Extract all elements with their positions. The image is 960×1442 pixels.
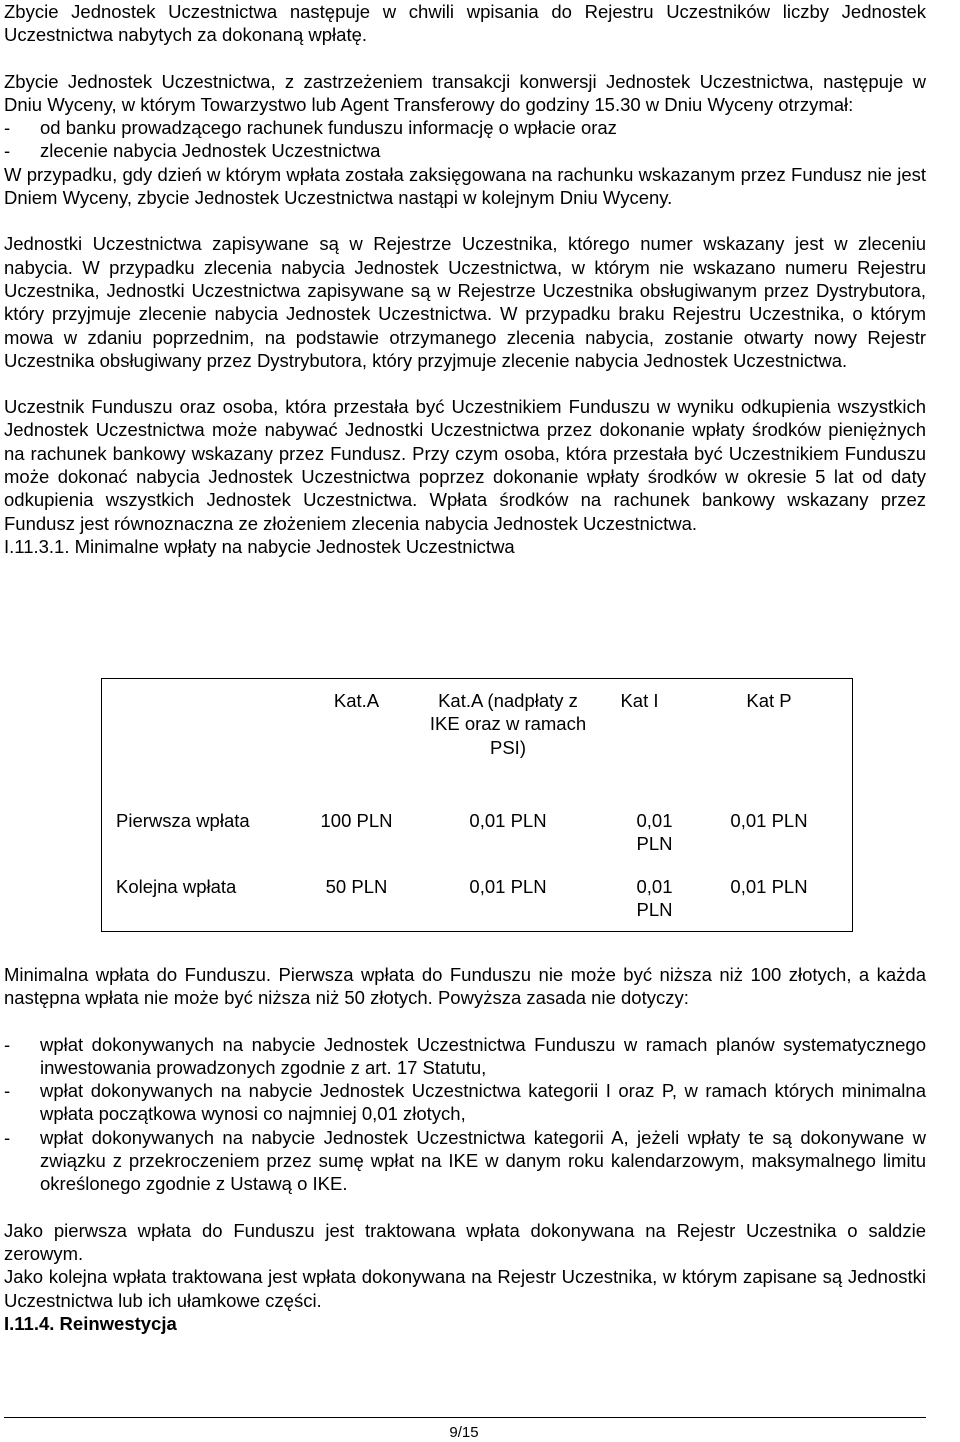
- table-header-row: [102, 679, 853, 800]
- page-number: 9/15: [449, 1424, 479, 1441]
- dash-text: zlecenie nabycia Jednostek Uczestnictwa: [40, 140, 381, 162]
- table-header-cell: [102, 679, 291, 800]
- table-row: [102, 799, 853, 871]
- table-header-cell: Kat I: [620, 690, 659, 711]
- section-heading-reinvest: I.11.4. Reinwestycja: [4, 1312, 177, 1334]
- dash-marker: -: [4, 117, 11, 139]
- paragraph-uczestnik: Uczestnik Funduszu oraz osoba, która przestała być Uczestnikiem Funduszu w wyniku odkupienia wszystkich Jednostek Uczestnictwa może nabywać Jednostki Uczestnictwa przez dokonanie wpłaty środków pieniężnych na rachunek bankowy wskazany przez Fundusz. Przy czym osoba, która przestała być Uczestnikiem Funduszu może dokonać nabycia Jednostek Uczestnictwa poprzez dokonanie wpłaty środków w okresie 5 lat od daty odkupienia wszystkich Jednostek Uczestnictwa. Wpłata środków na rachunek bankowy wskazany przez Fundusz jest równoznaczna ze złożeniem zlecenia nabycia Jednostek Uczestnictwa.: [4, 396, 926, 534]
- section-heading-min-payments: I.11.3.1. Minimalne wpłaty na nabycie Jednostek Uczestnictwa: [4, 535, 515, 557]
- dash-marker: -: [4, 1033, 11, 1055]
- list-item: [4, 1033, 926, 1080]
- min-payments-table: [101, 678, 853, 932]
- document-body: [4, 0, 926, 558]
- footer-divider: [4, 1417, 926, 1418]
- paragraph-min-payment: Minimalna wpłata do Funduszu. Pierwsza wpłata do Funduszu nie może być niższa niż 100 złotych, a każda następna wpłata nie może być niższa niż 50 złotych. Powyższa zasada nie dotyczy:: [4, 964, 926, 1009]
- table-cell: 50 PLN: [325, 876, 388, 897]
- dash-marker: -: [4, 1080, 11, 1102]
- table-header-cell: Kat.A (nadpłaty z IKE oraz w ramach PSI): [429, 690, 587, 758]
- table-cell: 0,01 PLN: [469, 876, 547, 897]
- dash-text: od banku prowadzącego rachunek funduszu informację o wpłacie oraz: [40, 117, 617, 139]
- paragraph-zbycie-moment: Zbycie Jednostek Uczestnictwa następuje w chwili wpisania do Rejestru Uczestników liczby Jednostek Uczestnictwa nabytych za dokonaną wpłatę.: [4, 1, 926, 46]
- list-item-text: wpłat dokonywanych na nabycie Jednostek Uczestnictwa kategorii I oraz P, w ramach których minimalna wpłata początkowa wynosi co najmniej 0,01 złotych,: [40, 1080, 926, 1125]
- table-cell: 0,01 PLN: [636, 810, 673, 855]
- table-header-cell: Kat P: [746, 690, 792, 711]
- table-cell: 0,01 PLN: [469, 810, 547, 831]
- list-item: [4, 1079, 926, 1126]
- table-cell: 0,01 PLN: [730, 876, 808, 897]
- list-item: [4, 1126, 926, 1196]
- paragraph-zbycie-tail: W przypadku, gdy dzień w którym wpłata została zaksięgowana na rachunku wskazanym przez Fundusz nie jest Dniem Wyceny, zbycie Jednostek Uczestnictwa nastąpi w kolejnym Dniu Wyceny.: [4, 163, 926, 209]
- paragraph-zbycie-dzien: [4, 70, 926, 210]
- paragraph-next-payment: Jako kolejna wpłata traktowana jest wpłata dokonywana na Rejestr Uczestnika, w którym zapisane są Jednostki Uczestnictwa lub ich ułamkowe części.: [4, 1266, 926, 1311]
- document-body-lower: [4, 963, 926, 1335]
- exception-list: [4, 1033, 926, 1196]
- table-row-label: Kolejna wpłata: [116, 876, 237, 897]
- dash-item-order: [4, 139, 926, 162]
- paragraph-first-payment: Jako pierwsza wpłata do Funduszu jest traktowana wpłata dokonywana na Rejestr Uczestnika o saldzie zerowym.: [4, 1219, 926, 1264]
- list-item-text: wpłat dokonywanych na nabycie Jednostek Uczestnictwa Funduszu w ramach planów systematycznego inwestowania prowadzonych zgodnie z art. 17 Statutu,: [40, 1033, 926, 1078]
- dash-marker: -: [4, 1126, 11, 1148]
- table-row-label: Pierwsza wpłata: [116, 810, 250, 831]
- list-item-text: wpłat dokonywanych na nabycie Jednostek Uczestnictwa kategorii A, jeżeli wpłaty te są dokonywane w związku z przekroczeniem przez sumę wpłat na IKE w danym roku kalendarzowym, maksymalnego limitu określonego zgodnie z Ustawą o IKE.: [40, 1126, 926, 1195]
- table-row: [102, 871, 853, 932]
- table-cell: 100 PLN: [320, 810, 393, 831]
- table-cell: 0,01 PLN: [636, 876, 673, 921]
- dash-marker: -: [4, 140, 11, 162]
- dash-item-bank-info: [4, 116, 926, 139]
- paragraph-zbycie-intro: Zbycie Jednostek Uczestnictwa, z zastrzeżeniem transakcji konwersji Jednostek Uczestnictwa, następuje w Dniu Wyceny, w którym Towarzystwo lub Agent Transferowy do godziny 15.30 w Dniu Wyceny otrzymał:: [4, 70, 926, 115]
- table-header-cell: Kat.A: [333, 690, 380, 711]
- paragraph-rejestr: Jednostki Uczestnictwa zapisywane są w Rejestrze Uczestnika, którego numer wskazany jest w zleceniu nabycia. W przypadku zlecenia nabycia Jednostek Uczestnictwa, w którym nie wskazano numeru Rejestru Uczestnika, Jednostki Uczestnictwa zapisywane są w Rejestrze Uczestnika obsługiwanym przez Dystrybutora, który przyjmuje zlecenie nabycia Jednostek Uczestnictwa. W przypadku braku Rejestru Uczestnika, o którym mowa w zdaniu poprzednim, na podstawie otrzymanego zlecenia nabycia, zostanie otwarty nowy Rejestr Uczestnika obsługiwany przez Dystrybutora, który przyjmuje zlecenie nabycia Jednostek Uczestnictwa.: [4, 233, 926, 371]
- table-cell: 0,01 PLN: [730, 810, 808, 831]
